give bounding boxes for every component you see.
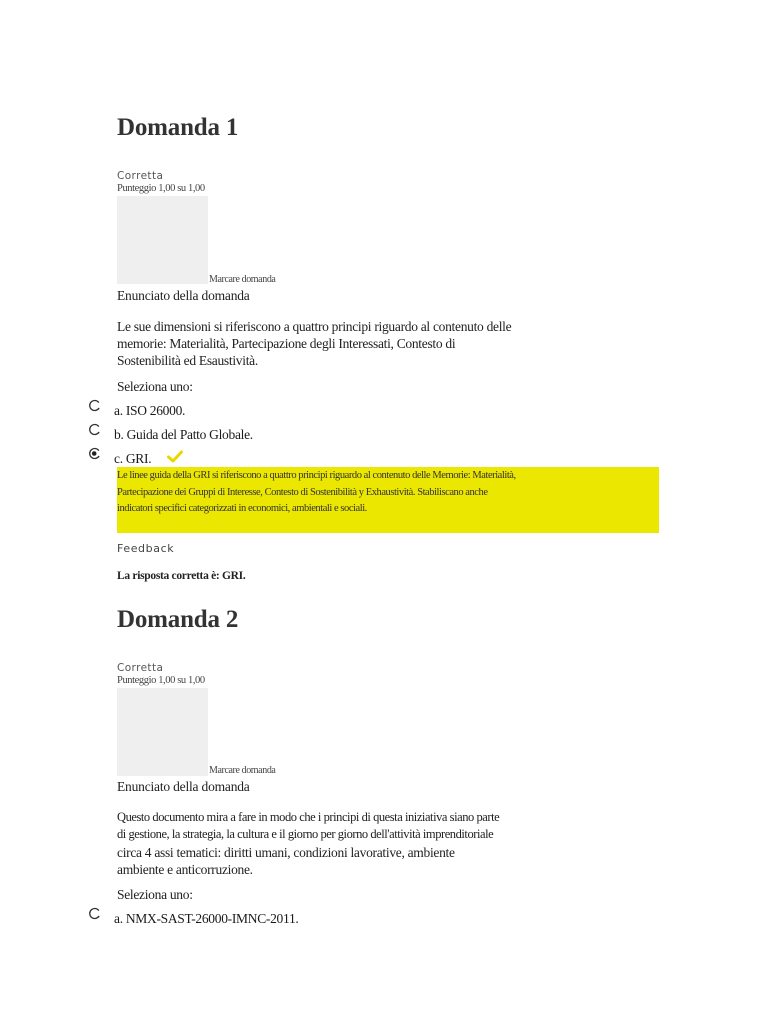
question-state: Corretta (117, 170, 164, 182)
radio-button-unchecked[interactable] (88, 399, 101, 412)
answer-option-a[interactable]: a. NMX-SAST-26000-IMNC-2011. (114, 911, 299, 926)
answer-option-b[interactable]: b. Guida del Patto Globale. (114, 427, 253, 442)
specific-feedback-text: Le linee guida della GRI si riferiscono a quattro principi riguardo al contenuto delle Memorie: Materialità, Partecipazione dei Gruppi di Interesse, Contesto di Sostenibilità y Exhaustività. Stabiliscano anche indicatori specifici categorizzati in economici, ambientali e sociali. (117, 470, 516, 514)
flag-question-image[interactable] (117, 196, 208, 284)
answer-prompt: Seleziona uno: (117, 887, 193, 902)
right-answer: La risposta corretta è: GRI. (117, 570, 246, 582)
question-grade: Punteggio 1,00 su 1,00 (117, 675, 205, 686)
flag-question-link[interactable]: Marcare domanda (209, 274, 276, 285)
question-title: Domanda 2 (117, 606, 239, 633)
specific-feedback-box (117, 467, 659, 533)
answer-prompt: Seleziona uno: (117, 379, 193, 394)
radio-button-unchecked[interactable] (88, 907, 101, 920)
answer-option-c[interactable]: c. GRI. (114, 451, 152, 466)
question-state: Corretta (117, 662, 164, 674)
radio-button-unchecked[interactable] (88, 423, 101, 436)
radio-button-checked[interactable] (88, 447, 101, 460)
question-grade: Punteggio 1,00 su 1,00 (117, 183, 205, 194)
question-title: Domanda 1 (117, 114, 239, 141)
question-text: Le sue dimensioni si riferiscono a quattro principi riguardo al contenuto delle memorie: Materialità, Partecipazione degli Interessati, Contesto di Sostenibilità ed Esaustività. (117, 319, 512, 368)
question-text-part-2: circa 4 assi tematici: diritti umani, condizioni lavorative, ambiente ambiente e anticorruzione. (117, 845, 455, 877)
question-text-part-1: Questo documento mira a fare in modo che i principi di questa iniziativa siano parte di gestione, la strategia, la cultura e il giorno per giorno dell'attività imprenditoriale (117, 810, 500, 841)
check-icon (167, 450, 183, 463)
flag-question-link[interactable]: Marcare domanda (209, 765, 276, 776)
flag-question-image[interactable] (117, 688, 208, 776)
question-text-label: Enunciato della domanda (117, 779, 250, 794)
answer-option-a[interactable]: a. ISO 26000. (114, 403, 186, 418)
question-text-label: Enunciato della domanda (117, 288, 250, 303)
feedback-title: Feedback (117, 542, 175, 555)
